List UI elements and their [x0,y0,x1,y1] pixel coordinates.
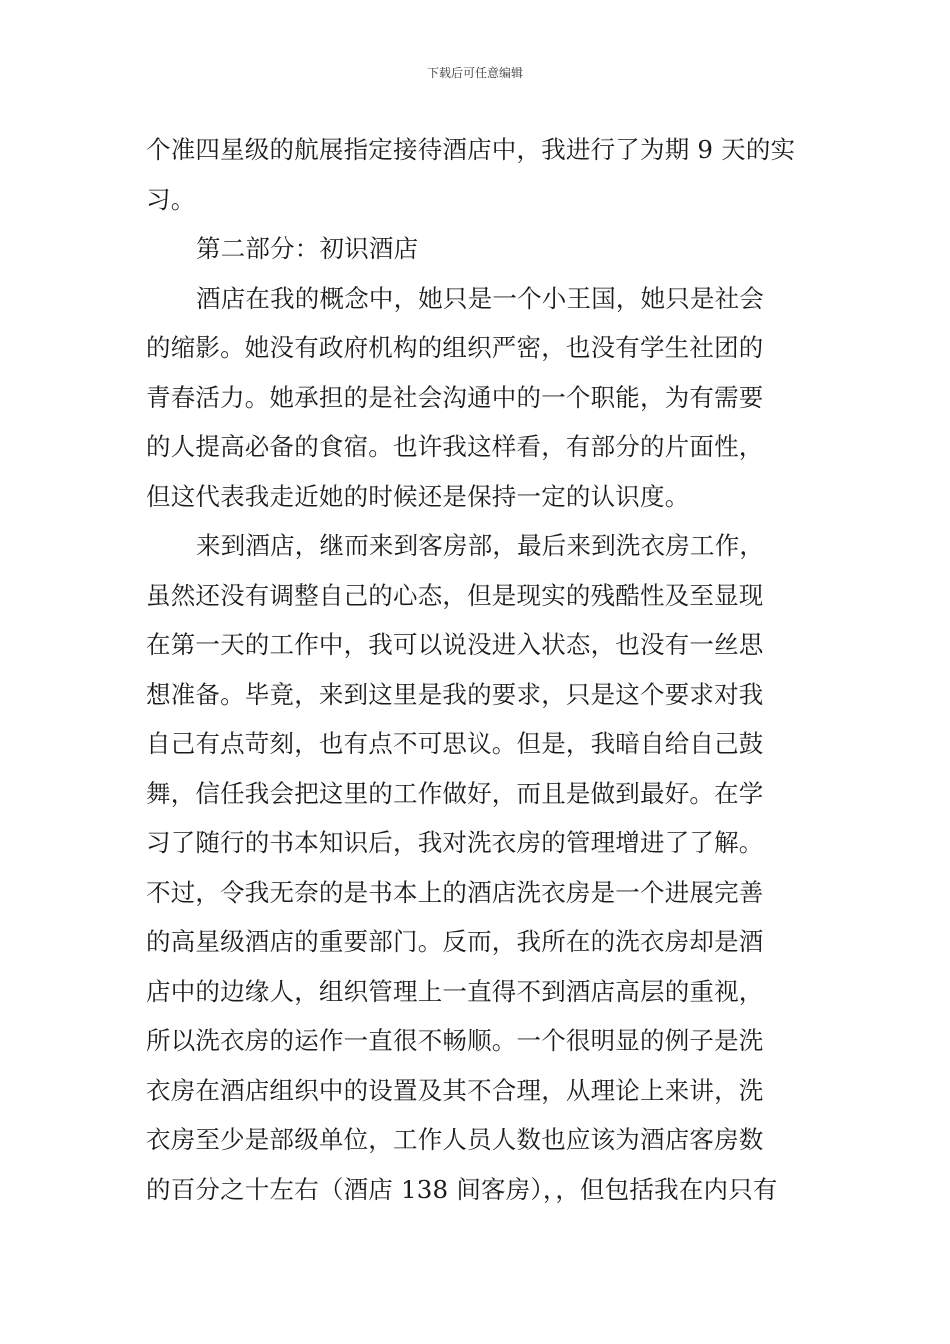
text-line: 的人提高必备的食宿。也许我这样看，有部分的片面性， [146,432,764,461]
text-line: 青春活力。她承担的是社会沟通中的一个职能，为有需要 [146,382,764,412]
text-line: 的高星级酒店的重要部门。反而，我所在的洗衣房却是酒 [146,927,764,956]
text-line: 的百分之十左右（酒店 138 间客房），，但包括我在内只有 [146,1174,778,1204]
text-line: 习。 [146,184,196,214]
text-line: 习了随行的书本知识后，我对洗衣房的管理增进了了解。 [146,828,764,857]
text-line: 来到酒店，继而来到客房部，最后来到洗衣房工作， [196,531,765,560]
text-line: 个准四星级的航展指定接待酒店中，我进行了为期 9 天的实 [146,135,796,164]
text-line: 自己有点苛刻，也有点不可思议。但是，我暗自给自己鼓 [146,729,764,758]
text-line: 舞，信任我会把这里的工作做好，而且是做到最好。在学 [146,778,764,808]
text-line: 虽然还没有调整自己的心态，但是现实的残酷性及至显现 [146,580,764,610]
text-line: 店中的边缘人，组织管理上一直得不到酒店高层的重视， [146,976,764,1006]
text-line: 的缩影。她没有政府机构的组织严密，也没有学生社团的 [146,333,764,362]
text-line: 想准备。毕竟，来到这里是我的要求，只是这个要求对我 [146,679,764,709]
text-line: 酒店在我的概念中，她只是一个小王国，她只是社会 [196,283,765,313]
page-header-note: 下载后可任意编辑 [426,66,523,80]
text-line: 衣房在酒店组织中的设置及其不合理，从理论上来讲，洗 [146,1075,764,1105]
text-line: 不过，令我无奈的是书本上的酒店洗衣房是一个进展完善 [146,877,764,907]
document-body [146,125,806,1214]
text-line: 在第一天的工作中，我可以说没进入状态，也没有一丝思 [146,630,764,659]
text-line: 衣房至少是部级单位，工作人员人数也应该为酒店客房数 [146,1125,764,1154]
section-heading: 第二部分：初识酒店 [196,234,419,263]
text-line: 所以洗衣房的运作一直很不畅顺。一个很明显的例子是洗 [146,1026,764,1055]
text-line: 但这代表我走近她的时候还是保持一定的认识度。 [146,481,690,511]
